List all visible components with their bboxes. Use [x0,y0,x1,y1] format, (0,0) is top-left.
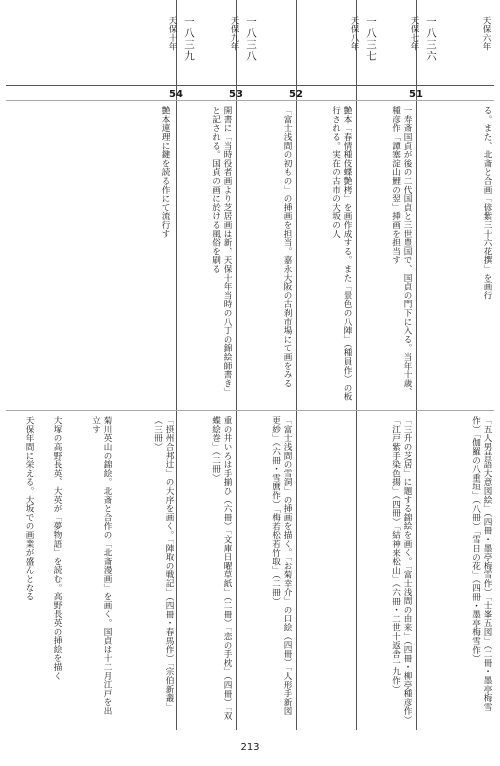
column-divider [236,0,237,730]
year-label: 一八三七 [365,16,377,62]
lower-text-column: 「三升の芝居」に題する錦絵を画く。「富士浅間の由来」（四冊・柳亭種彦作）「江戸紫手染色揚」（四冊）「結神来松山」（六冊・二世十返舎一九作） [390,416,412,720]
upper-text-column: 開書に「当時役者画より芝居画は新、天保十年当時の八丁の錦絵師書き」と記される。国貞の画に於ける風俗を刷る [210,106,232,397]
upper-text-column: 艶本連理に鍵を読る作にて流行す [160,106,170,238]
lower-text-column: 重の井いろは手揃ひ（六冊）「文庫日曜草紙」（二冊）「恋の手枕」（四冊）「双蝶絵巻」（二冊） [210,416,232,721]
lower-text-column: 「摂州合邦辻」の大序を画く。「陣取の戦記」（四冊・春馬作）「宗伯新叢」（三冊） [152,416,174,712]
header-rule [6,85,494,86]
upper-text-column: 一寿斎国貞が後の二代国貞と三世豊国で、国貞の門下に入る。当年十歳、種彦作「譚塞淀山鯉の翌」挿画を担当す [390,106,412,397]
entry-number: 52 [289,89,303,100]
entry-number: 54 [169,89,183,100]
era-label: 天保十年 [167,16,177,51]
column-divider [416,0,417,730]
lower-text-column: 菊川英山の錦絵。北斎と合作の「北斎漫画」を画く。国貞は十二月江戸を出立す [90,416,112,716]
lower-text-column: 「富士浅間の雪洞」の挿画を描く。「お菊幸介」の口絵（四冊）「人形手新図更紗」（六冊・雪麿作）「梅若松若竹取」（二冊） [270,416,292,716]
page-number: 213 [240,742,260,753]
year-label: 一八三八 [245,16,257,62]
midline-rule [6,410,494,411]
number-rule [6,100,494,101]
lower-text-column: 大塚の高野長英、大英が「夢物語」を読む。高野長英の挿絵を描く [52,416,62,680]
era-label: 天保六年 [481,16,491,51]
year-label: 一八三九 [183,16,195,62]
era-label: 天保八年 [349,16,359,51]
era-label: 天保七年 [409,16,419,51]
entry-number: 51 [409,89,423,100]
entry-number: 53 [229,89,243,100]
upper-text-column: 「富士浅間の初もの」の挿画を担当。嘉永大阪の古刹市場にて画をみる [282,106,292,388]
column-divider [296,0,297,730]
column-divider [176,0,177,730]
upper-text-column: る。また、北斎と合画「偐紫三十六花撰」を画行 [482,106,492,300]
year-label: 一八三六 [425,16,437,62]
upper-text-column: 艶本「春情種伎蝶艶栲」を画作成する。また「景色の八陣」（種員作）の板行される。実在の古市の大坂の人 [330,106,352,401]
lower-text-column: 「五人男昔語大意図絵」（四冊・墨亭梅雪作）「士峯五図」（二冊・墨亭梅雪作）「伽羅の八重垣」（八冊）「雪日の花」（四冊・墨亭梅雪作） [470,416,492,712]
lower-text-column: 天保年間に栄える。大坂での画業が盛んとなる [24,416,34,601]
era-label: 天保九年 [229,16,239,51]
